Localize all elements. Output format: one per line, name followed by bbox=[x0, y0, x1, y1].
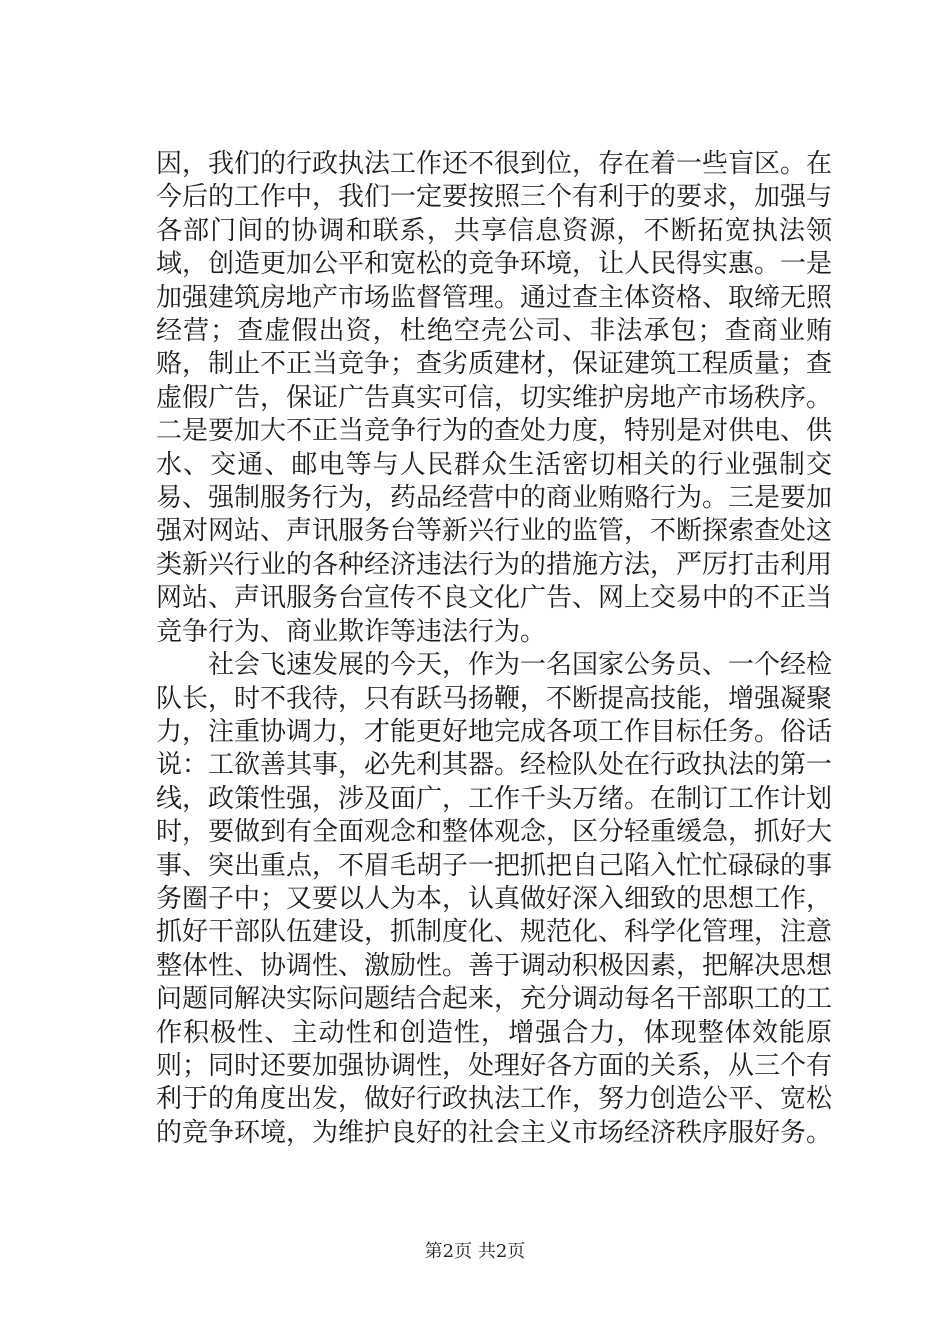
paragraph-main: 社会飞速发展的今天，作为一名国家公务员、一个经检队长，时不我待，只有跃马扬鞭，不断提高技能，增强凝聚力，注重协调力，才能更好地完成各项工作目标任务。俗话说：工欲善其事，必先利其器。经检队处在行政执法的第一线，政策性强，涉及面广，工作千头万绪。在制订工作计划时，要做到有全面观念和整体观念，区分轻重缓急，抓好大事、突出重点，不眉毛胡子一把抓把自己陷入忙忙碌碌的事务圈子中；又要以人为本，认真做好深入细致的思想工作，抓好干部队伍建设，抓制度化、规范化、科学化管理，注意整体性、协调性、激励性。善于调动积极因素，把解决思想问题同解决实际问题结合起来，充分调动每名干部职工的工作积极性、主动性和创造性，增强合力，体现整体效能原则；同时还要加强协调性，处理好各方面的关系，从三个有利于的角度出发，做好行政执法工作，努力创造公平、宽松的竞争环境，为维护良好的社会主义市场经济秩序服好务。 bbox=[156, 650, 833, 1148]
document-body bbox=[156, 148, 832, 1150]
paragraph-continuation: 因，我们的行政执法工作还不很到位，存在着一些盲区。在今后的工作中，我们一定要按照三个有利于的要求，加强与各部门间的协调和联系，共享信息资源，不断拓宽执法领域，创造更加公平和宽松的竞争环境，让人民得实惠。一是加强建筑房地产市场监督管理。通过查主体资格、取缔无照经营；查虚假出资，杜绝空壳公司、非法承包；查商业贿赂，制止不正当竞争；查劣质建材，保证建筑工程质量；查虚假广告，保证广告真实可信，切实维护房地产市场秩序。二是要加大不正当竞争行为的查处力度，特别是对供电、供水、交通、邮电等与人民群众生活密切相关的行业强制交易、强制服务行为，药品经营中的商业贿赂行为。三是要加强对网站、声讯服务台等新兴行业的监管，不断探索查处这类新兴行业的各种经济违法行为的措施方法，严厉打击利用网站、声讯服务台宣传不良文化广告、网上交易中的不正当竞争行为、商业欺诈等违法行为。 bbox=[156, 149, 833, 647]
page-footer: 第2页 共2页 bbox=[424, 1241, 526, 1262]
